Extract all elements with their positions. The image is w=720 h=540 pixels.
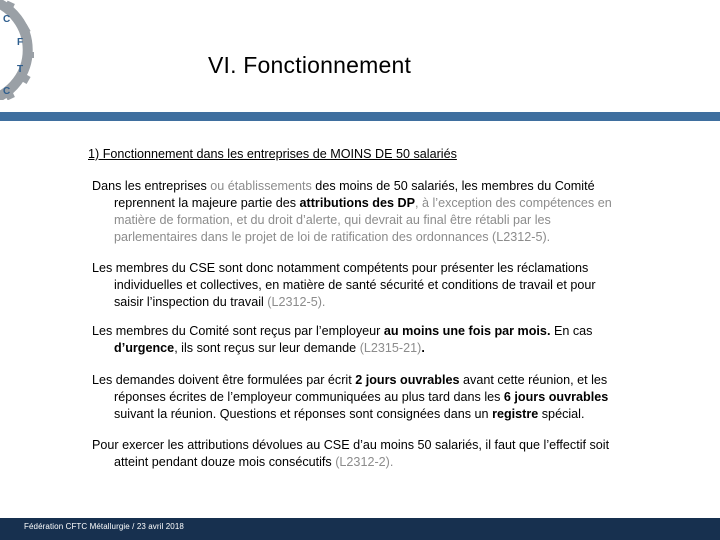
text-line: parlementaires dans le projet de loi de ratification des ordonnances (L2312-5). (114, 230, 551, 244)
footer-text: Fédération CFTC Métallurgie / 23 avril 2018 (24, 522, 184, 531)
text-line: reprennent la majeure partie des attributions des DP, à l’exception des compétences en (114, 196, 612, 210)
title-divider-bar (0, 112, 720, 121)
text-line: d’urgence, ils sont reçus sur leur demande (L2315-21). (114, 341, 425, 355)
paragraph-3 (92, 323, 652, 357)
text-line: Dans les entreprises ou établissements des moins de 50 salariés, les membres du Comité (92, 179, 595, 193)
text-line: suivant la réunion. Questions et réponses sont consignées dans un registre spécial. (114, 407, 585, 421)
text-line: Les demandes doivent être formulées par écrit 2 jours ouvrables avant cette réunion, et les (92, 373, 608, 387)
paragraph-4 (92, 372, 652, 423)
section-subtitle: 1) Fonctionnement dans les entreprises de MOINS DE 50 salariés (88, 147, 457, 161)
logo-letter-c2: C (3, 86, 11, 97)
logo-letter-f: F (17, 37, 24, 48)
cftc-logo (0, 0, 40, 100)
text-line: Pour exercer les attributions dévolues au CSE d’au moins 50 salariés, il faut que l’effectif soit (92, 438, 610, 452)
text-line: Les membres du CSE sont donc notamment compétents pour présenter les réclamations (92, 261, 589, 275)
text-line: saisir l’inspection du travail (L2312-5). (114, 295, 326, 309)
text-line: matière de formation, et du droit d’alerte, qui devrait au final être rétabli par les (114, 213, 551, 227)
paragraph-2 (92, 260, 652, 311)
paragraph-1 (92, 178, 652, 246)
logo-letter-c1: C (3, 14, 11, 25)
paragraph-5 (92, 437, 652, 471)
text-line: Les membres du Comité sont reçus par l’employeur au moins une fois par mois. En cas (92, 324, 593, 338)
text-line: individuelles et collectives, en matière de santé sécurité et conditions de travail et pour (114, 278, 596, 292)
slide-title: VI. Fonctionnement (208, 52, 412, 78)
logo-letter-t: T (17, 64, 24, 75)
text-line: atteint pendant douze mois consécutifs (L2312-2). (114, 455, 394, 469)
text-line: réponses écrites de l’employeur communiquées au plus tard dans les 6 jours ouvrables (114, 390, 609, 404)
